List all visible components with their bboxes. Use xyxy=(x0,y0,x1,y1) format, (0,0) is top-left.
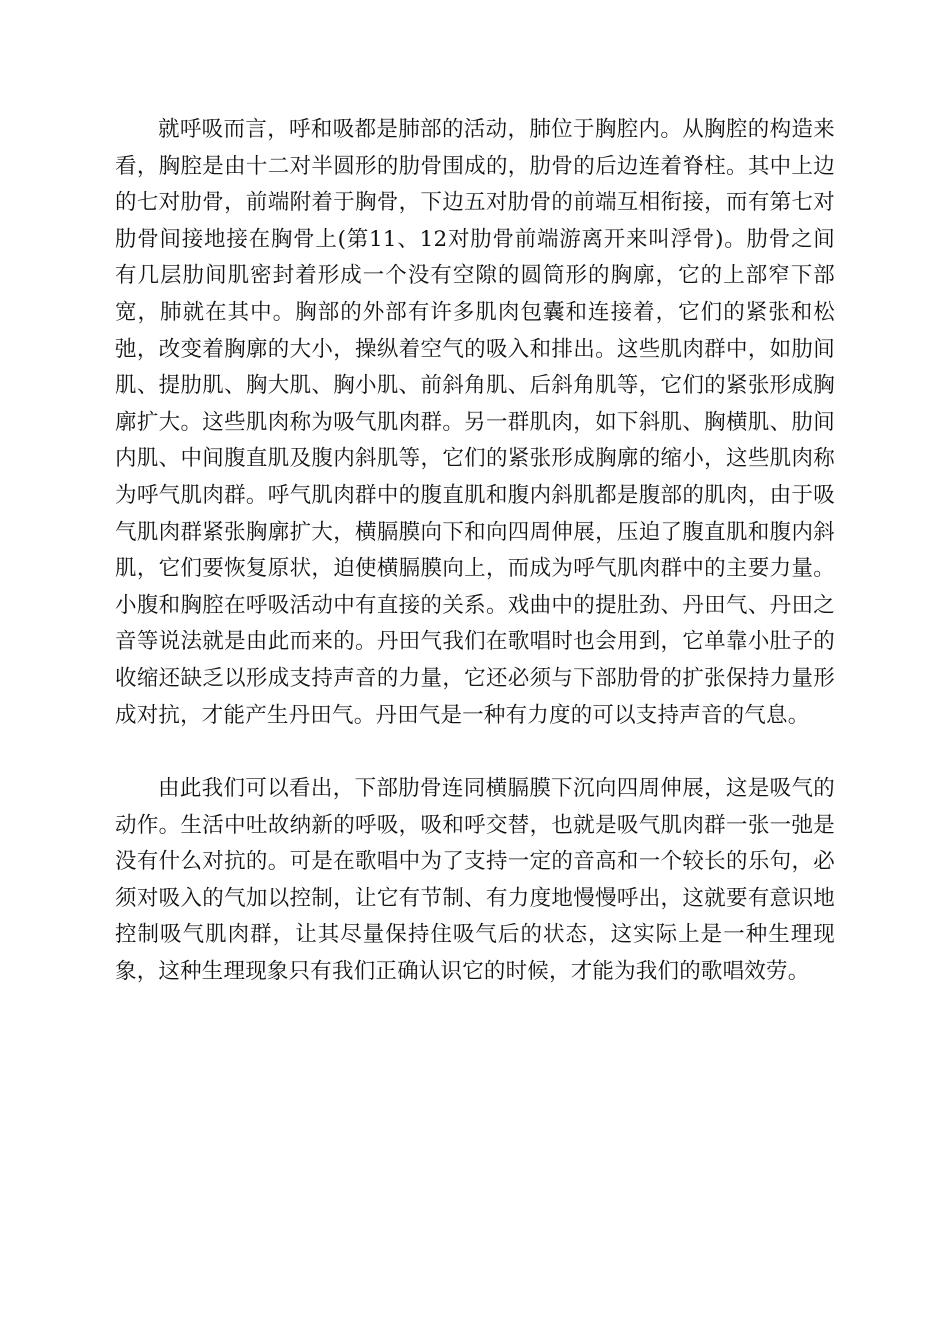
paragraph-breathing-anatomy: 就呼吸而言，呼和吸都是肺部的活动，肺位于胸腔内。从胸腔的构造来看，胸腔是由十二对半圆形的肋骨围成的，肋骨的后边连着脊柱。其中上边的七对肋骨，前端附着于胸骨，下边五对肋骨的前端互相衔接，而有第七对肋骨间接地接在胸骨上(第11、12对肋骨前端游离开来叫浮骨)。肋骨之间有几层肋间肌密封着形成一个没有空隙的圆筒形的胸廓，它的上部窄下部宽，肺就在其中。胸部的外部有许多肌肉包囊和连接着，它们的紧张和松弛，改变着胸廓的大小，操纵着空气的吸入和排出。这些肌肉群中，如肋间肌、提肋肌、胸大肌、胸小肌、前斜角肌、后斜角肌等，它们的紧张形成胸廓扩大。这些肌肉称为吸气肌肉群。另一群肌肉，如下斜肌、胸横肌、肋间内肌、中间腹直肌及腹内斜肌等，它们的紧张形成胸廓的缩小，这些肌肉称为呼气肌肉群。呼气肌肉群中的腹直肌和腹内斜肌都是腹部的肌肉，由于吸气肌肉群紧张胸廓扩大，横膈膜向下和向四周伸展，压迫了腹直肌和腹内斜肌，它们要恢复原状，迫使横膈膜向上，而成为呼气肌肉群中的主要力量。小腹和胸腔在呼吸活动中有直接的关系。戏曲中的提肚劲、丹田气、丹田之音等说法就是由此而来的。丹田气我们在歌唱时也会用到，它单靠小肚子的收缩还缺乏以形成支持声音的力量，它还必须与下部肋骨的扩张保持力量形成对抗，才能产生丹田气。丹田气是一种有力度的可以支持声音的气息。 xyxy=(115,117,835,728)
document-body xyxy=(115,112,835,991)
paragraph-breath-control: 由此我们可以看出，下部肋骨连同横膈膜下沉向四周伸展，这是吸气的动作。生活中吐故纳新的呼吸，吸和呼交替，也就是吸气肌肉群一张一弛是没有什么对抗的。可是在歌唱中为了支持一定的音高和一个较长的乐句，必须对吸入的气加以控制，让它有节制、有力度地慢慢呼出，这就要有意识地控制吸气肌肉群，让其尽量保持住吸气后的状态，这实际上是一种生理现象，这种生理现象只有我们正确认识它的时候，才能为我们的歌唱效劳。 xyxy=(115,776,835,985)
